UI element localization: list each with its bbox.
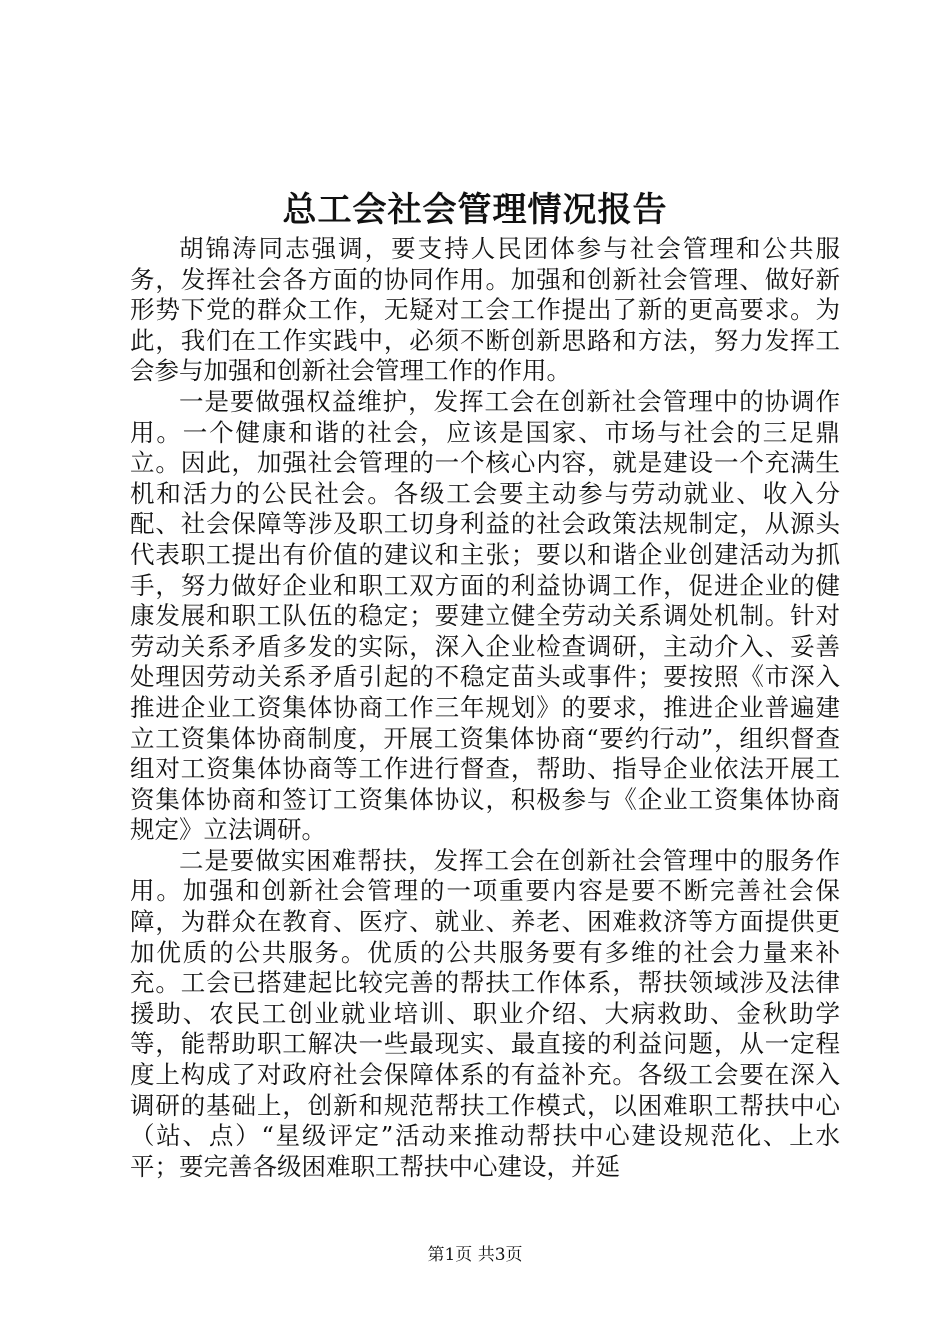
page-number-footer: 第1页 共3页 — [427, 1245, 523, 1265]
document-title: 总工会社会管理情况报告 — [282, 190, 668, 230]
document-body — [130, 234, 840, 1182]
paragraph-hardship-assistance: 二是要做实困难帮扶，发挥工会在创新社会管理中的服务作用。加强和创新社会管理的一项重要内容是要不断完善社会保障，为群众在教育、医疗、就业、养老、困难救济等方面提供更加优质的公共服务。优质的公共服务要有多维的社会力量来补充。工会已搭建起比较完善的帮扶工作体系，帮扶领域涉及法律援助、农民工创业就业培训、职业介绍、大病救助、金秋助学等，能帮助职工解决一些最现实、最直接的利益问题，从一定程度上构成了对政府社会保障体系的有益补充。各级工会要在深入调研的基础上，创新和规范帮扶工作模式，以困难职工帮扶中心（站、点）“星级评定”活动来推动帮扶中心建设规范化、上水平；要完善各级困难职工帮扶中心建设，并延 — [130, 845, 840, 1181]
paragraph-rights-protection: 一是要做强权益维护，发挥工会在创新社会管理中的协调作用。一个健康和谐的社会，应该是国家、市场与社会的三足鼎立。因此，加强社会管理的一个核心内容，就是建设一个充满生机和活力的公民社会。各级工会要主动参与劳动就业、收入分配、社会保障等涉及职工切身利益的社会政策法规制定，从源头代表职工提出有价值的建议和主张；要以和谐企业创建活动为抓手，努力做好企业和职工双方面的利益协调工作，促进企业的健康发展和职工队伍的稳定；要建立健全劳动关系调处机制。针对劳动关系矛盾多发的实际，深入企业检查调研，主动介入、妥善处理因劳动关系矛盾引起的不稳定苗头或事件；要按照《市深入推进企业工资集体协商工作三年规划》的要求，推进企业普遍建立工资集体协商制度，开展工资集体协商“要约行动”，组织督查组对工资集体协商等工作进行督查，帮助、指导企业依法开展工资集体协商和签订工资集体协议，积极参与《企业工资集体协商规定》立法调研。 — [130, 386, 840, 845]
paragraph-intro: 胡锦涛同志强调，要支持人民团体参与社会管理和公共服务，发挥社会各方面的协同作用。加强和创新社会管理、做好新形势下党的群众工作，无疑对工会工作提出了新的更高要求。为此，我们在工作实践中，必须不断创新思路和方法，努力发挥工会参与加强和创新社会管理工作的作用。 — [130, 234, 840, 386]
